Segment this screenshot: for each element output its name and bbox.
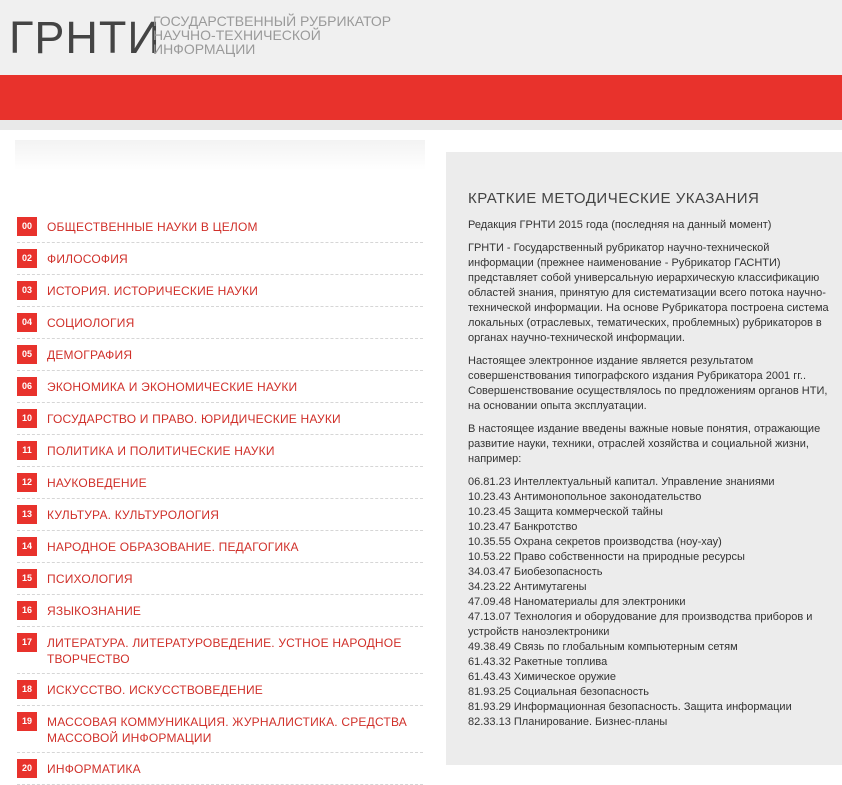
rubric-link[interactable]: ПОЛИТИКА И ПОЛИТИЧЕСКИЕ НАУКИ	[47, 444, 275, 458]
rubric-link[interactable]: ЛИТЕРАТУРА. ЛИТЕРАТУРОВЕДЕНИЕ. УСТНОЕ НАРОДНОЕ ТВОРЧЕСТВО	[47, 636, 402, 666]
rubric-item-20[interactable]	[17, 753, 423, 785]
rubric-link[interactable]: КУЛЬТУРА. КУЛЬТУРОЛОГИЯ	[47, 508, 220, 522]
example-code-item: 10.35.55 Охрана секретов производства (ноу-хау)	[468, 536, 722, 548]
rubric-item-11[interactable]	[17, 435, 423, 467]
red-nav-bar	[0, 75, 842, 120]
rubric-list	[17, 211, 423, 785]
rubric-link[interactable]: НАУКОВЕДЕНИЕ	[47, 476, 147, 490]
new-concepts-paragraph: В настоящее издание введены важные новые понятия, отражающие развитие науки, техники, отраслей хозяйства и социальной жизни, например:	[468, 423, 821, 465]
rubric-link[interactable]: ИСКУССТВО. ИСКУССТВОВЕДЕНИЕ	[47, 683, 263, 697]
rubric-item-14[interactable]	[17, 531, 423, 563]
example-code-item: 47.09.48 Наноматериалы для электроники	[468, 596, 686, 608]
rubric-item-02[interactable]	[17, 243, 423, 275]
rubric-item-04[interactable]	[17, 307, 423, 339]
rubric-code-badge: 02	[17, 249, 37, 268]
rubric-link[interactable]: ПСИХОЛОГИЯ	[47, 572, 133, 586]
divider-strip	[0, 120, 842, 130]
example-code-item: 06.81.23 Интеллектуальный капитал. Управление знаниями	[468, 476, 775, 488]
edition-text: Редакция ГРНТИ 2015 года (последняя на данный момент)	[468, 219, 772, 231]
rubric-code-badge: 14	[17, 537, 37, 556]
rubric-code-badge: 16	[17, 601, 37, 620]
rubric-code-badge: 15	[17, 569, 37, 588]
subtitle-line: ИНФОРМАЦИИ	[153, 41, 256, 57]
example-code-item: 10.23.45 Защита коммерческой тайны	[468, 506, 663, 518]
example-code-item: 49.38.49 Связь по глобальным компьютерным сетям	[468, 641, 738, 653]
rubric-code-badge: 10	[17, 409, 37, 428]
rubric-link[interactable]: ДЕМОГРАФИЯ	[47, 348, 133, 362]
rubric-code-badge: 06	[17, 377, 37, 396]
rubric-code-badge: 03	[17, 281, 37, 300]
edition-paragraph: Настоящее электронное издание является результатом совершенствования типографского издания Рубрикатора 2001 гг.. Совершенствование осуществлялось по предложениям органов НТИ, на основании опыта эксплуатации.	[468, 355, 828, 412]
rubric-item-03[interactable]	[17, 275, 423, 307]
example-code-item: 81.93.29 Информационная безопасность. Защита информации	[468, 701, 792, 713]
rubric-item-15[interactable]	[17, 563, 423, 595]
rubric-item-19[interactable]	[17, 706, 423, 753]
rubric-link[interactable]: ЭКОНОМИКА И ЭКОНОМИЧЕСКИЕ НАУКИ	[47, 380, 298, 394]
example-code-item: 34.03.47 Биобезопасность	[468, 566, 603, 578]
rubric-link[interactable]: ИСТОРИЯ. ИСТОРИЧЕСКИЕ НАУКИ	[47, 284, 259, 298]
rubric-link[interactable]: ИНФОРМАТИКА	[47, 762, 141, 776]
site-header	[0, 0, 842, 75]
rubric-item-17[interactable]	[17, 627, 423, 674]
rubric-code-badge: 05	[17, 345, 37, 364]
rubric-link[interactable]: ФИЛОСОФИЯ	[47, 252, 128, 266]
rubric-code-badge: 13	[17, 505, 37, 524]
rubric-item-18[interactable]	[17, 674, 423, 706]
rubric-link[interactable]: МАССОВАЯ КОММУНИКАЦИЯ. ЖУРНАЛИСТИКА. СРЕДСТВА МАССОВОЙ ИНФОРМАЦИИ	[47, 715, 407, 745]
example-codes-list	[468, 475, 838, 730]
rubric-item-05[interactable]	[17, 339, 423, 371]
rubric-link[interactable]: ГОСУДАРСТВО И ПРАВО. ЮРИДИЧЕСКИЕ НАУКИ	[47, 412, 341, 426]
rubric-code-badge: 04	[17, 313, 37, 332]
rubric-code-badge: 19	[17, 712, 37, 731]
subtitle-line: ГОСУДАРСТВЕННЫЙ РУБРИКАТОР	[153, 13, 392, 29]
info-title: КРАТКИЕ МЕТОДИЧЕСКИЕ УКАЗАНИЯ	[468, 190, 760, 207]
example-code-item: 81.93.25 Социальная безопасность	[468, 686, 649, 698]
example-code-item: 47.13.07 Технология и оборудование для производства приборов и устройств наноэлектроники	[468, 611, 813, 638]
example-code-item: 82.33.13 Планирование. Бизнес-планы	[468, 716, 668, 728]
rubric-code-badge: 11	[17, 441, 37, 460]
example-code-item: 10.53.22 Право собственности на природные ресурсы	[468, 551, 745, 563]
info-content	[468, 190, 838, 730]
subtitle-line: НАУЧНО-ТЕХНИЧЕСКОЙ	[153, 27, 321, 43]
rubric-panel-top	[15, 140, 425, 170]
example-code-item: 10.23.47 Банкротство	[468, 521, 578, 533]
rubric-item-16[interactable]	[17, 595, 423, 627]
site-subtitle	[153, 14, 413, 56]
rubric-link[interactable]: ОБЩЕСТВЕННЫЕ НАУКИ В ЦЕЛОМ	[47, 220, 258, 234]
rubric-link[interactable]: СОЦИОЛОГИЯ	[47, 316, 135, 330]
rubric-code-badge: 12	[17, 473, 37, 492]
rubric-link[interactable]: ЯЗЫКОЗНАНИЕ	[47, 604, 142, 618]
rubric-item-00[interactable]	[17, 211, 423, 243]
example-code-item: 61.43.43 Химическое оружие	[468, 671, 616, 683]
rubric-item-12[interactable]	[17, 467, 423, 499]
rubric-code-badge: 17	[17, 633, 37, 652]
rubric-code-badge: 00	[17, 217, 37, 236]
intro-paragraph: ГРНТИ - Государственный рубрикатор научно-технической информации (прежнее наименование - Рубрикатор ГАСНТИ) представляет собой универсальную иерархическую классификацию областей знания, принятую для систематизации всего потока научно-технической информации. На основе Рубрикатора построена система локальных (отраслевых, тематических, проблемных) рубрикаторов в органах научно-технической информации.	[468, 242, 829, 344]
example-code-item: 34.23.22 Антимутагены	[468, 581, 587, 593]
example-code-item: 61.43.32 Ракетные топлива	[468, 656, 608, 668]
example-code-item: 10.23.43 Антимонопольное законодательство	[468, 491, 702, 503]
rubric-item-06[interactable]	[17, 371, 423, 403]
rubric-item-13[interactable]	[17, 499, 423, 531]
site-logo[interactable]: ГРНТИ	[9, 12, 161, 63]
rubric-code-badge: 18	[17, 680, 37, 699]
rubric-code-badge: 20	[17, 759, 37, 778]
rubric-link[interactable]: НАРОДНОЕ ОБРАЗОВАНИЕ. ПЕДАГОГИКА	[47, 540, 299, 554]
rubric-item-10[interactable]	[17, 403, 423, 435]
